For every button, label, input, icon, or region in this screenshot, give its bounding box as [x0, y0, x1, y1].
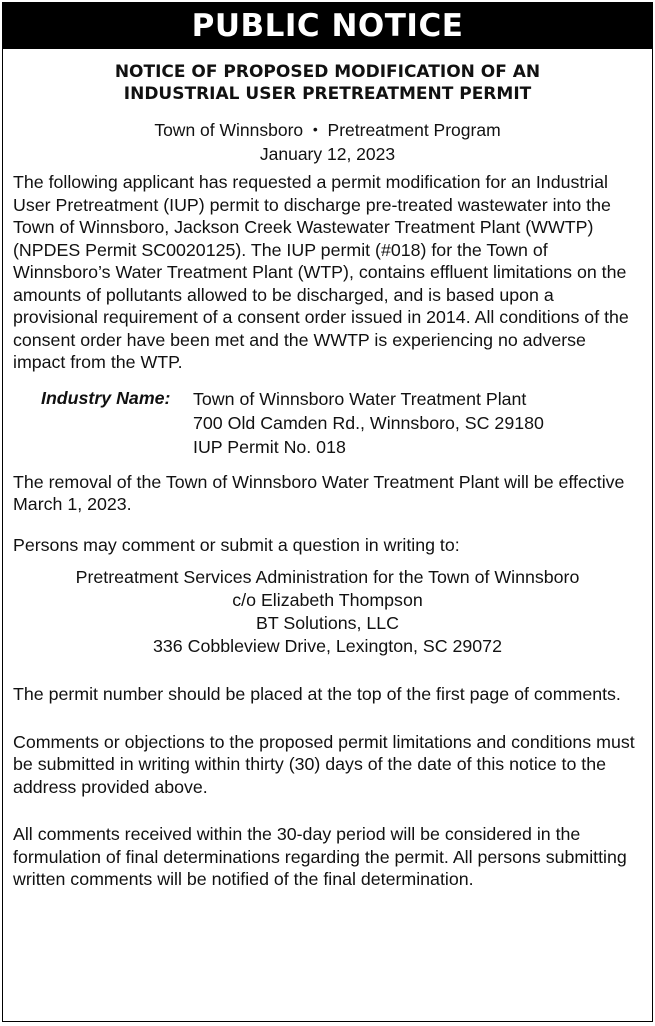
address-line-2: c/o Elizabeth Thompson: [232, 590, 423, 610]
industry-address: 700 Old Camden Rd., Winnsboro, SC 29180: [193, 412, 544, 433]
address-line-3: BT Solutions, LLC: [256, 613, 399, 633]
title-line-2: INDUSTRIAL USER PRETREATMENT PERMIT: [123, 84, 532, 104]
public-notice: [2, 2, 653, 1022]
industry-details: [193, 387, 544, 459]
industry-label: Industry Name:: [41, 387, 171, 408]
paragraph-final-determination: All comments received within the 30-day period will be considered in the formulation of final determinations regarding the permit. All persons submitting written comments will be notified of the final determination.: [13, 824, 627, 889]
industry-name: Town of Winnsboro Water Treatment Plant: [193, 388, 527, 409]
address-line-1: Pretreatment Services Administration for the Town of Winnsboro: [75, 567, 580, 587]
notice-date: January 12, 2023: [259, 144, 396, 164]
title-line-1: NOTICE OF PROPOSED MODIFICATION OF AN: [114, 62, 541, 82]
program-name: Pretreatment Program: [327, 120, 501, 140]
subhead-town-program: [3, 117, 652, 142]
industry-block: [13, 387, 642, 459]
paragraph-objections: Comments or objections to the proposed permit limitations and conditions must be submitted in writing within thirty (30) days of the date of this notice to the address provided above.: [13, 731, 635, 797]
notice-title: [3, 61, 652, 105]
paragraph-application: The following applicant has requested a permit modification for an Industrial User Pretreatment (IUP) permit to discharge pre-treated wastewater into the Town of Winnsboro, Jackson Creek Wastewater Treatment Plant (WWTP) (NPDES Permit SC0020125). The IUP permit (#018) for the Town of Winnsboro’s Water Treatment Plant (WTP), contains effluent limitations on the amounts of pollutants allowed to be discharged, and is based upon a provisional requirement of a consent order issued in 2014. All conditions of the consent order have been met and the WWTP is experiencing no adverse impact from the WTP.: [13, 172, 629, 372]
paragraph-permit-number: The permit number should be placed at the top of the first page of comments.: [13, 684, 621, 704]
subhead: [3, 117, 652, 166]
notice-banner: PUBLIC NOTICE: [3, 3, 652, 49]
bullet-separator: •: [312, 121, 318, 137]
address-line-4: 336 Cobbleview Drive, Lexington, SC 29072: [153, 636, 502, 656]
paragraph-comment-intro: Persons may comment or submit a question in writing to:: [13, 534, 460, 555]
town-name: Town of Winnsboro: [154, 120, 304, 140]
mailing-address: [13, 566, 642, 658]
paragraph-removal: The removal of the Town of Winnsboro Water Treatment Plant will be effective March 1, 2023.: [13, 471, 625, 514]
notice-body: [3, 171, 652, 891]
industry-permit: IUP Permit No. 018: [193, 436, 346, 457]
